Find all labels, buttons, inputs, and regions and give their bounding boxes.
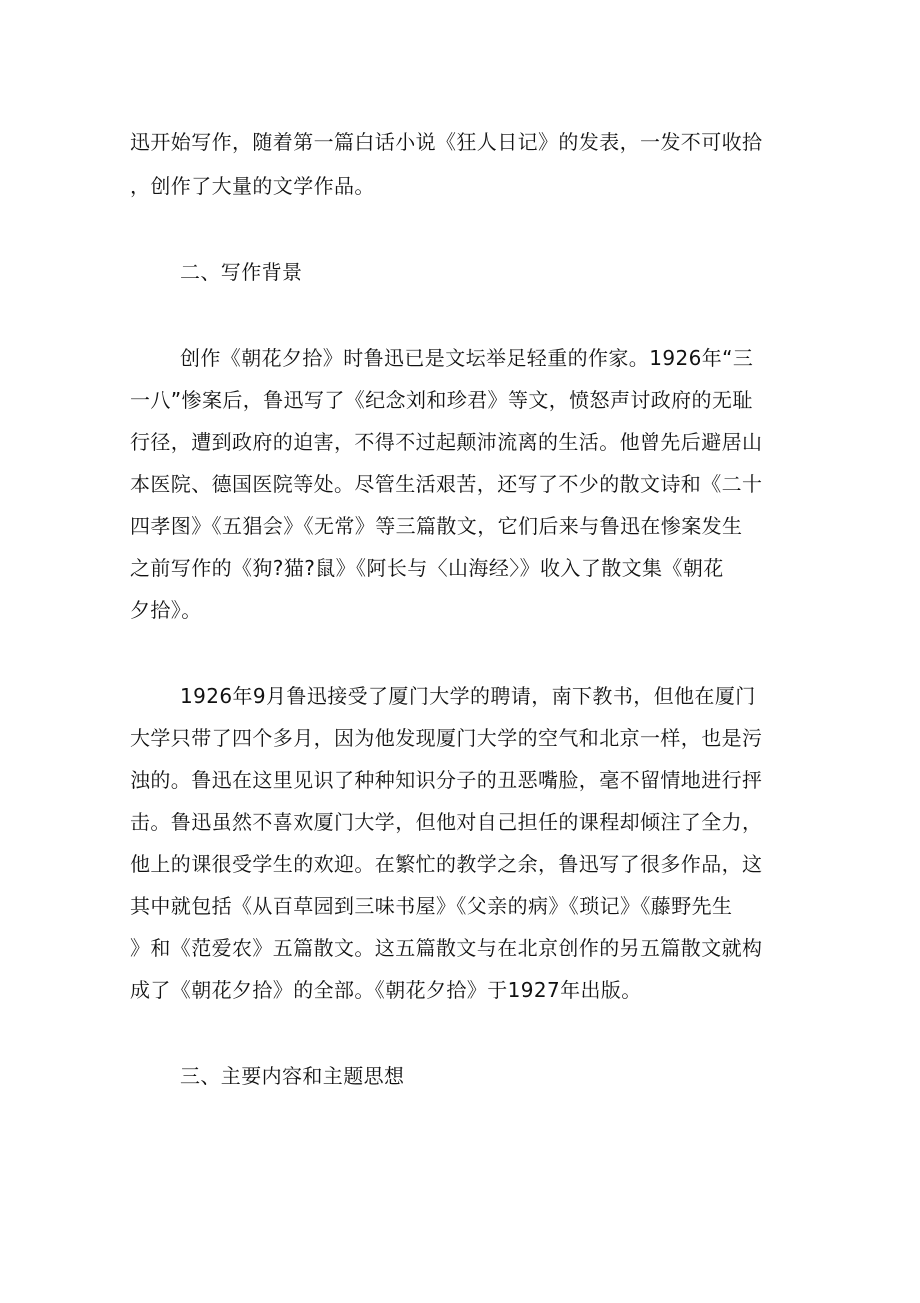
background-p2-line-8: 成了《朝花夕拾》的全部。《朝花夕拾》于1927年出版。 [130, 978, 642, 1002]
section-three-heading: 三、主要内容和主题思想 [180, 1064, 405, 1088]
background-p2-line-3: 浊的。鲁迅在这里见识了种种知识分子的丑恶嘴脸，毫不留情地进行抨 [130, 768, 763, 792]
background-p2-line-4: 击。鲁迅虽然不喜欢厦门大学，但他对自己担任的课程却倾注了全力， [130, 810, 763, 834]
background-p1-line-7: 夕拾》。 [130, 598, 202, 622]
background-p1-line-2: 一八”惨案后，鲁迅写了《纪念刘和珍君》等文，愤怒声讨政府的无耻 [130, 388, 753, 412]
background-p1-line-4: 本医院、德国医院等处。尽管生活艰苦，还写了不少的散文诗和《二十 [130, 472, 763, 496]
background-p1-line-3: 行径，遭到政府的迫害，不得不过起颠沛流离的生活。他曾先后避居山 [130, 430, 763, 454]
background-p2-line-1: 1926年9月鲁迅接受了厦门大学的聘请，南下教书，但他在厦门 [180, 684, 756, 708]
background-p1-line-6: 之前写作的《狗?猫?鼠》《阿长与〈山海经〉》收入了散文集《朝花 [130, 556, 724, 580]
background-p2-line-7: 》和《范爱农》五篇散文。这五篇散文与在北京创作的另五篇散文就构 [130, 936, 763, 960]
background-p1-line-5: 四孝图》《五猖会》《无常》等三篇散文，它们后来与鲁迅在惨案发生 [130, 514, 743, 538]
intro-line-2: ，创作了大量的文学作品。 [130, 174, 375, 198]
intro-line-1: 迅开始写作，随着第一篇白话小说《狂人日记》的发表，一发不可收拾 [130, 130, 763, 154]
background-p2-line-2: 大学只带了四个多月，因为他发现厦门大学的空气和北京一样，也是污 [130, 726, 763, 750]
background-p1-line-1: 创作《朝花夕拾》时鲁迅已是文坛举足轻重的作家。1926年“三 [180, 346, 754, 370]
background-p2-line-6: 其中就包括《从百草园到三味书屋》《父亲的病》《琐记》《藤野先生 [130, 894, 733, 918]
section-two-heading: 二、写作背景 [180, 260, 303, 284]
background-p2-line-5: 他上的课很受学生的欢迎。在繁忙的教学之余，鲁迅写了很多作品，这 [130, 852, 763, 876]
